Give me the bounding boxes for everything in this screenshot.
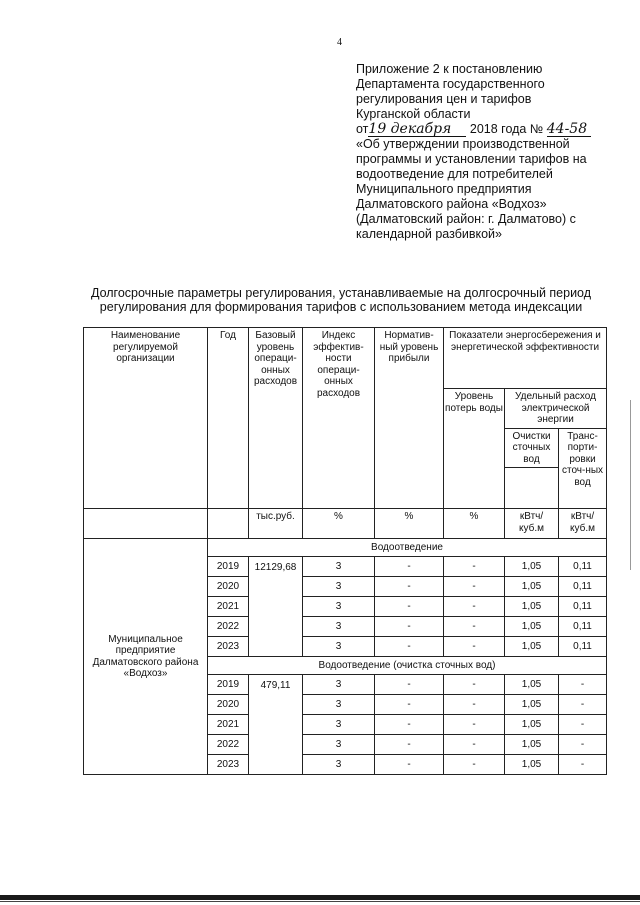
cell-loss: - (444, 755, 505, 775)
cell-loss: - (444, 715, 505, 735)
cell-loss: - (444, 557, 505, 577)
cell-year: 2020 (208, 695, 249, 715)
unit-loss: % (444, 509, 505, 539)
cell-loss: - (444, 597, 505, 617)
header-efficiency-index: Индекс эффектив-ности операци-онных расходов (303, 328, 375, 509)
cell-profit: - (375, 557, 444, 577)
cell-profit: - (375, 597, 444, 617)
cell-year: 2021 (208, 597, 249, 617)
date-prefix: от (356, 122, 369, 136)
cell-profit: - (375, 735, 444, 755)
appendix-line: (Далматовский район: г. Далматово) с (356, 212, 576, 226)
cell-loss: - (444, 617, 505, 637)
title-line: регулирования для формирования тарифов с использованием метода индексации (99, 300, 583, 314)
cell-base-cost: 479,11 (249, 675, 303, 775)
cell-index: 3 (303, 557, 375, 577)
cell-cleaning: 1,05 (505, 755, 559, 775)
unit-index: % (303, 509, 375, 539)
cell-year: 2020 (208, 577, 249, 597)
cell-transport: - (559, 675, 607, 695)
appendix-line: программы и установлении тарифов на (356, 152, 587, 166)
cell-index: 3 (303, 755, 375, 775)
unit-empty (208, 509, 249, 539)
cell-year: 2021 (208, 715, 249, 735)
unit-base-cost: тыс.руб. (249, 509, 303, 539)
header-water-loss: Уровень потерь воды (444, 389, 505, 509)
scan-edge (0, 895, 640, 900)
cell-loss: - (444, 675, 505, 695)
cell-transport: - (559, 755, 607, 775)
cell-cleaning: 1,05 (505, 675, 559, 695)
cell-profit: - (375, 715, 444, 735)
cell-profit: - (375, 695, 444, 715)
cell-year: 2023 (208, 755, 249, 775)
cell-cleaning: 1,05 (505, 637, 559, 657)
cell-transport: - (559, 715, 607, 735)
cell-index: 3 (303, 597, 375, 617)
section-title: Водоотведение (очистка сточных вод) (208, 657, 607, 675)
cell-index: 3 (303, 735, 375, 755)
date-year: 2018 года № (469, 122, 544, 136)
header-energy: Показатели энергосбережения и энергетической эффективности (444, 328, 607, 389)
document-title (70, 286, 612, 314)
cell-profit: - (375, 755, 444, 775)
cell-cleaning: 1,05 (505, 597, 559, 617)
cell-cleaning: 1,05 (505, 617, 559, 637)
appendix-line: «Об утверждении производственной (356, 137, 570, 151)
cell-year: 2023 (208, 637, 249, 657)
section-title: Водоотведение (208, 539, 607, 557)
cell-cleaning: 1,05 (505, 715, 559, 735)
cell-loss: - (444, 637, 505, 657)
header-cleaning: Очистки сточных вод (505, 428, 559, 468)
appendix-line: Департамента государственного (356, 77, 545, 91)
cell-cleaning: 1,05 (505, 695, 559, 715)
cell-transport: 0,11 (559, 577, 607, 597)
cell-index: 3 (303, 695, 375, 715)
cell-base-cost: 12129,68 (249, 557, 303, 657)
cell-year: 2022 (208, 617, 249, 637)
appendix-line: Курганской области (356, 107, 471, 121)
appendix-line: Далматовского района «Водхоз» (356, 197, 547, 211)
handwritten-date: 19 декабря (368, 122, 466, 137)
appendix-date-line (356, 122, 618, 137)
unit-profit: % (375, 509, 444, 539)
header-specific-energy: Удельный расход электрической энергии (505, 389, 607, 429)
appendix-line: Приложение 2 к постановлению (356, 62, 543, 76)
header-organization: Наименование регулируемой организации (84, 328, 208, 509)
header-profit: Норматив-ный уровень прибыли (375, 328, 444, 509)
cell-transport: 0,11 (559, 597, 607, 617)
header-base-cost: Базовый уровень операци-онных расходов (249, 328, 303, 509)
cell-index: 3 (303, 617, 375, 637)
page-number: 4 (337, 37, 342, 48)
scan-edge-line (0, 901, 640, 902)
cell-cleaning: 1,05 (505, 557, 559, 577)
cell-loss: - (444, 735, 505, 755)
cell-profit: - (375, 675, 444, 695)
cell-index: 3 (303, 577, 375, 597)
cell-year: 2022 (208, 735, 249, 755)
cell-profit: - (375, 637, 444, 657)
unit-transport: кВтч/ куб.м (559, 509, 607, 539)
title-line: Долгосрочные параметры регулирования, устанавливаемые на долгосрочный период (90, 286, 592, 300)
cell-transport: - (559, 695, 607, 715)
handwritten-number: 44-58 (547, 122, 591, 137)
appendix-line: водоотведение для потребителей (356, 167, 553, 181)
cell-index: 3 (303, 637, 375, 657)
cell-index: 3 (303, 675, 375, 695)
cell-loss: - (444, 577, 505, 597)
cell-transport: - (559, 735, 607, 755)
organization-name: Муниципальное предприятие Далматовского района «Водхоз» (84, 539, 208, 775)
appendix-line: регулирования цен и тарифов (356, 92, 532, 106)
cell-loss: - (444, 695, 505, 715)
header-cleaning-spacer (505, 468, 559, 509)
cell-cleaning: 1,05 (505, 735, 559, 755)
cell-profit: - (375, 617, 444, 637)
appendix-block (356, 62, 618, 242)
unit-empty (84, 509, 208, 539)
cell-index: 3 (303, 715, 375, 735)
cell-cleaning: 1,05 (505, 577, 559, 597)
cell-profit: - (375, 577, 444, 597)
cell-transport: 0,11 (559, 637, 607, 657)
header-year: Год (208, 328, 249, 509)
unit-cleaning: кВтч/ куб.м (505, 509, 559, 539)
header-transport: Транс-порти-ровки сточ-ных вод (559, 428, 607, 509)
cell-transport: 0,11 (559, 617, 607, 637)
parameters-table (83, 327, 607, 775)
appendix-line: Муниципального предприятия (356, 182, 532, 196)
scan-margin-mark (630, 400, 631, 570)
cell-year: 2019 (208, 675, 249, 695)
cell-year: 2019 (208, 557, 249, 577)
appendix-line: календарной разбивкой» (356, 227, 502, 241)
cell-transport: 0,11 (559, 557, 607, 577)
